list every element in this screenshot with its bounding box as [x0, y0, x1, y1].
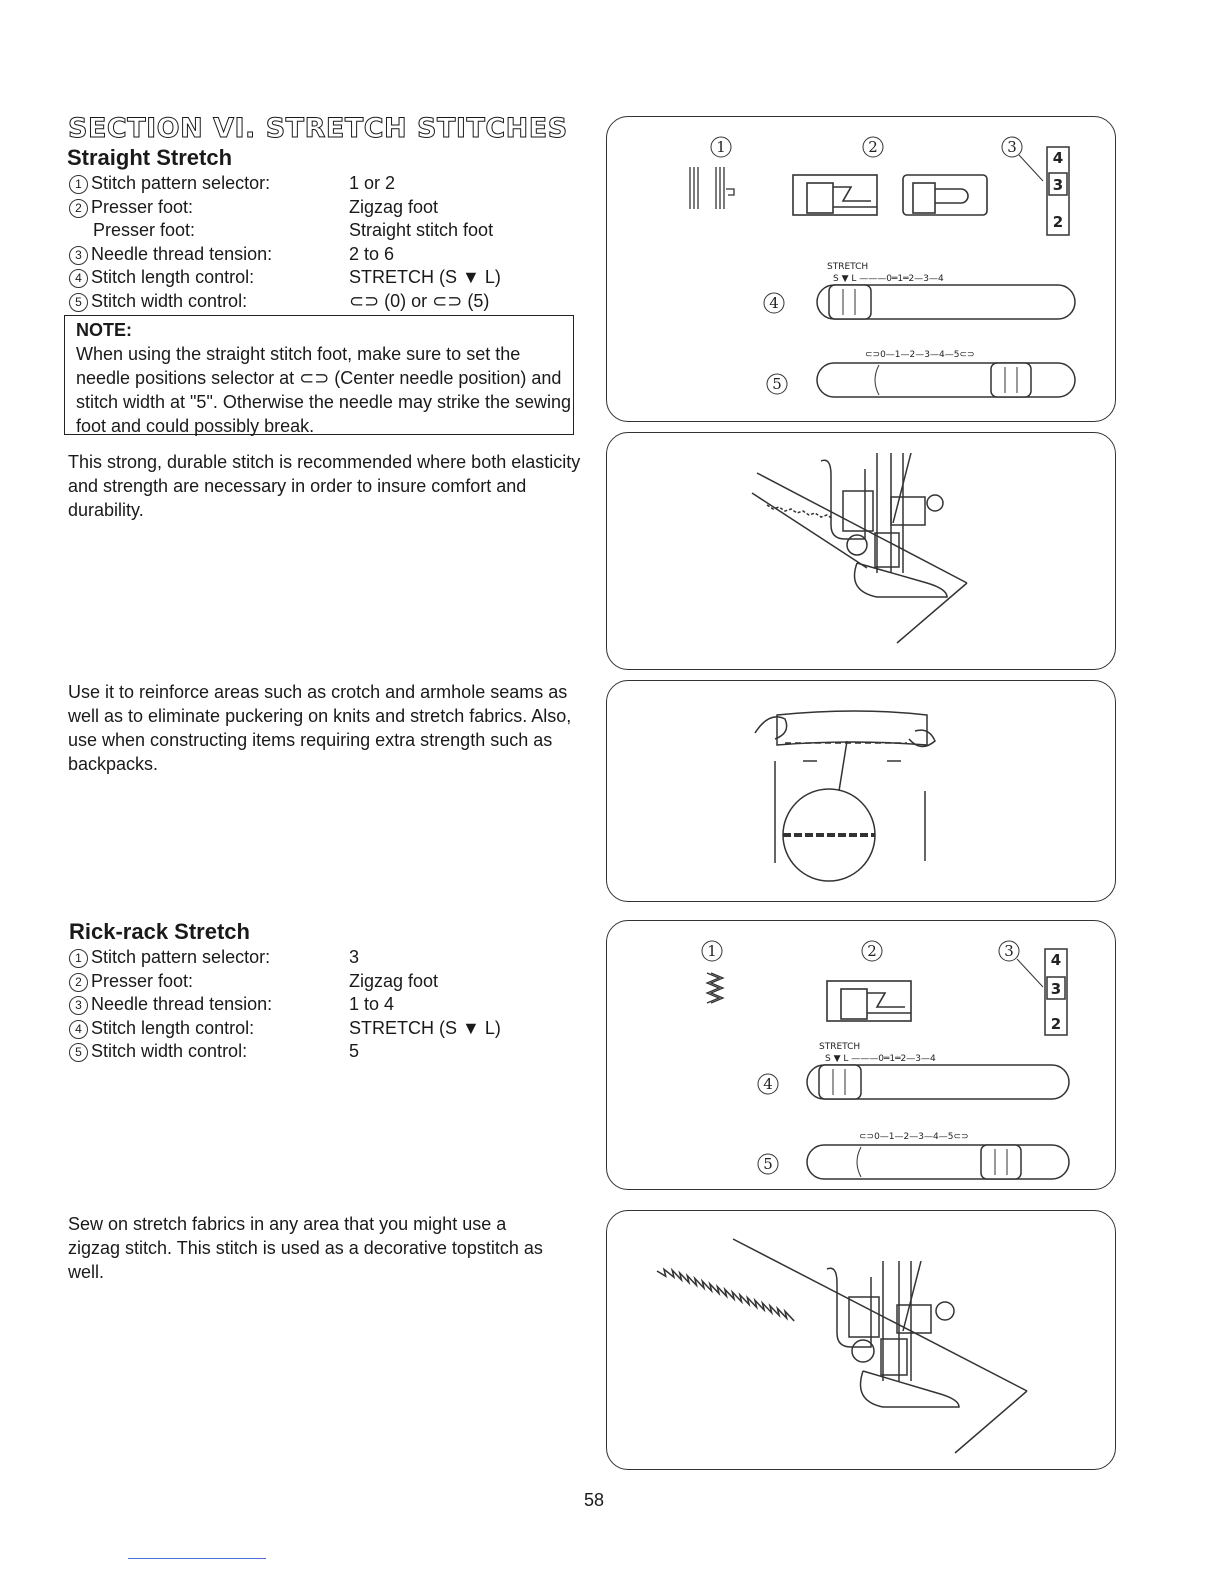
straight-stretch-title: Straight Stretch [67, 145, 233, 170]
spec-label: Needle thread tension: [91, 243, 273, 264]
page-number: 58 [584, 1490, 605, 1510]
spec-value: STRETCH (S ▼ L) [349, 1017, 501, 1038]
seam-illustration-panel [606, 680, 1116, 902]
spec-row [69, 1040, 501, 1064]
spec-label: Stitch pattern selector: [91, 947, 271, 967]
stitch-width-slider [807, 1132, 1069, 1179]
stitch-length-slider [807, 1042, 1069, 1099]
spec-row [69, 290, 501, 314]
dial-number-top: 4 [1050, 951, 1062, 969]
callout-number: 1 [69, 175, 88, 194]
callout-2: 2 [867, 942, 877, 960]
spec-value: 1 or 2 [349, 173, 396, 193]
width-scale: ⊂⊃0—1—2—3—4—5⊂⊃ [865, 350, 975, 360]
callout-number: 5 [69, 1043, 88, 1062]
straight-paragraph-2: Use it to reinforce areas such as crotch and armhole seams as well as to eliminate puckering on knits and stretch fabrics. Also, use when constructing items requiring extra strength such as backpacks. [68, 682, 572, 774]
note-box [64, 315, 574, 435]
zigzag-foot-icon [827, 981, 911, 1021]
callout-number: 2 [69, 199, 88, 218]
rickrack-settings-panel [606, 920, 1116, 1190]
rickrack-spec-list [69, 946, 501, 1064]
spec-value: Zigzag foot [349, 970, 439, 991]
callout-5: 5 [763, 1155, 773, 1173]
callout-number: 1 [69, 949, 88, 968]
spec-label: Stitch pattern selector: [91, 173, 271, 193]
spec-value: 1 to 4 [349, 994, 395, 1014]
straight-spec-list [69, 172, 501, 313]
callout-3: 3 [1007, 138, 1017, 156]
stitch-width-slider [817, 350, 1075, 397]
spec-row [69, 970, 501, 994]
rickrack-paragraph: Sew on stretch fabrics in any area that you might use a zigzag stitch. This stitch is used as a decorative topstitch as well. [68, 1214, 543, 1282]
callout-2: 2 [868, 138, 878, 156]
stretch-label: STRETCH [819, 1042, 861, 1052]
callout-number: 4 [69, 1020, 88, 1039]
tension-dial [1019, 147, 1069, 235]
spec-value: 2 to 6 [349, 243, 395, 264]
dial-number-bot: 2 [1050, 1015, 1062, 1033]
spec-label: Stitch length control: [91, 267, 255, 287]
length-scale: S ▼ L ———0═1═2—3—4 [833, 274, 944, 284]
spec-label: Stitch width control: [91, 290, 248, 311]
spec-row [69, 946, 501, 970]
callout-5: 5 [772, 375, 782, 393]
tension-dial [1017, 949, 1067, 1035]
spec-value: Straight stitch foot [349, 220, 494, 240]
spec-label: Presser foot: [91, 196, 194, 217]
spec-row [69, 993, 501, 1017]
callout-4: 4 [763, 1075, 773, 1093]
sewing-machine-foot-illustration [607, 1211, 1117, 1471]
spec-label: Presser foot: [93, 220, 196, 240]
callout-number: 5 [69, 293, 88, 312]
zigzag-foot-icon [793, 175, 877, 215]
stretch-label: STRETCH [827, 262, 869, 272]
width-scale: ⊂⊃0—1—2—3—4—5⊂⊃ [859, 1132, 969, 1142]
footer-rule [128, 1558, 266, 1559]
callout-1: 1 [716, 138, 726, 156]
settings-diagram [607, 921, 1117, 1191]
callout-4: 4 [769, 294, 779, 312]
note-title: NOTE: [76, 320, 132, 340]
settings-diagram [607, 117, 1117, 423]
spec-row [69, 172, 501, 196]
callout-number: 4 [69, 269, 88, 288]
straight-settings-panel [606, 116, 1116, 422]
dial-number-mid: 3 [1050, 980, 1062, 998]
rickrack-sewing-illustration-panel [606, 1210, 1116, 1470]
spec-value: 5 [349, 1041, 360, 1061]
callout-1: 1 [707, 942, 717, 960]
stitch-pattern-icon [690, 167, 734, 209]
spec-label: Presser foot: [91, 970, 194, 991]
section-title: SECTION VI. STRETCH STITCHES [68, 113, 568, 144]
stitch-length-slider [817, 262, 1075, 319]
spec-value: Zigzag foot [349, 196, 439, 217]
spec-row [69, 196, 501, 220]
sewing-machine-foot-illustration [607, 433, 1117, 671]
callout-3: 3 [1004, 942, 1014, 960]
straight-sewing-illustration-panel [606, 432, 1116, 670]
dial-number-top: 4 [1052, 149, 1064, 167]
callout-number: 3 [69, 996, 88, 1015]
dial-number-bot: 2 [1052, 213, 1064, 231]
callout-number: 2 [69, 973, 88, 992]
spec-row [69, 243, 501, 267]
rickrack-pattern-icon [707, 973, 723, 1003]
garment-seam-illustration [607, 681, 1117, 903]
rickrack-stretch-title: Rick-rack Stretch [69, 919, 250, 944]
spec-value: 3 [349, 947, 360, 967]
callout-number: 3 [69, 246, 88, 265]
straight-paragraph-1: This strong, durable stitch is recommended where both elasticity and strength are necessary in order to insure comfort and durability. [68, 452, 581, 520]
spec-value: ⊂⊃ (0) or ⊂⊃ (5) [349, 290, 490, 311]
note-text: When using the straight stitch foot, make sure to set the needle positions selector at ⊂⊃ (Center needle position) and stitch width at "5". Otherwise the needle may strike the sewing foot and could possibly break. [76, 344, 572, 436]
spec-label: Needle thread tension: [91, 994, 273, 1014]
length-scale: S ▼ L ———0═1═2—3—4 [825, 1054, 936, 1064]
straight-stitch-foot-icon [903, 175, 987, 215]
spec-value: STRETCH (S ▼ L) [349, 267, 501, 287]
spec-row [69, 219, 501, 243]
dial-number-mid: 3 [1052, 176, 1064, 194]
spec-row [69, 266, 501, 290]
spec-label: Stitch width control: [91, 1041, 248, 1061]
spec-label: Stitch length control: [91, 1017, 255, 1038]
spec-row [69, 1017, 501, 1041]
